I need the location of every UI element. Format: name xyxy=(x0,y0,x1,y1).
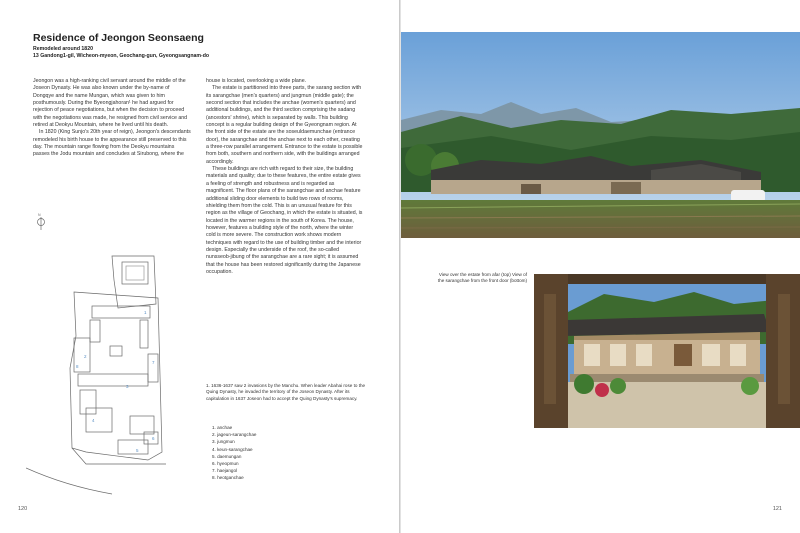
subtitle-address: 13 Gandong1-gil, Wicheon-myeon, Geochang-gun, Gyeongsangnam-do xyxy=(33,53,210,59)
footnote: 1. 1636-1637 saw 2 invasions by the Manchu. When leader Abahai rose to the Quing Dynasty, he invaded the territory of the Joseon Dynasty. After its capitulation in 1637 Joseon had to accept the Quing Dynasty's supremacy. xyxy=(206,383,366,401)
plan-legend xyxy=(212,424,256,482)
site-plan-drawing xyxy=(26,208,186,498)
plan-label: 6 xyxy=(152,436,155,441)
plan-label: 7 xyxy=(152,360,155,365)
legend-item: 8. heotganchae xyxy=(212,475,244,481)
estate-landscape-photo xyxy=(401,32,800,238)
legend-item: 1. anchae xyxy=(212,425,233,430)
plan-label: 2 xyxy=(84,354,87,359)
plan-label: 1 xyxy=(144,310,147,315)
legend-item: 7. haejangol xyxy=(212,468,238,474)
paragraph: house is located, overlooking a wide plane. xyxy=(206,78,307,84)
subtitle-date: Remodeled around 1820 xyxy=(33,46,93,52)
photo-caption: View over the estate from afar (top) View of the sarangchae from the front door (bottom) xyxy=(437,272,527,284)
left-page xyxy=(0,0,399,533)
plan-label: 5 xyxy=(136,448,139,453)
plan-label: 8 xyxy=(76,364,79,369)
paragraph: Jeongon was a high-ranking civil servant around the middle of the Joseon Dynasty. He was also known under the by-name of Dongqye and the name Mungan, which was given to him posthumously. During the Byeongjahoran¹ he had argued for rejection of peace negotiations, but when the decision to proceed with the negotiations was made, he resigned from civil service and retired at Deokyu Mountain, where he lived until his death. xyxy=(33,78,188,129)
legend-item: 3. jungmun xyxy=(212,439,235,445)
page-title: Residence of Jeongon Seonsaeng xyxy=(33,32,204,44)
subtitle xyxy=(33,46,209,60)
plan-label: 3 xyxy=(126,384,129,389)
legend-item: 6. hyeopmun xyxy=(212,461,239,467)
text-column-1 xyxy=(33,78,191,159)
legend-item: 2. jageun-sarangchae xyxy=(212,432,257,438)
north-label: N xyxy=(38,213,41,217)
paragraph: These buildings are rich with regard to their size, the building materials and quality; due to these features, the entire estate gives a feeling of strength and robustness and is regarded as magnificent. The floor plans of the sarangchae and anchae feature additional sliding door elements to build two rows of rooms, shielding them from the cold. This is an unusual feature for this region as the village of Geochang, in which the estate is situated, is located in the warmer regions in the south of Korea. The house, however, features a building style of the north, where the winter cold is more severe. The construction work shows modern techniques with regard to the use of building timber and the interior design. Especially the underside of the roof, the so-called nunsseob-jibung of the sarangchae are a rare sight; it is assumed that the house has been restored significantly during the Japanese occupation. xyxy=(206,166,363,275)
paragraph: In 1820 (King Sunjo's 20th year of reign), Jeongon's descendants remodeled his birth house to the appearance still preserved to this day. The mountain range flowing from the Deokyu mountains passes the Jodu mountain and concludes at Sirubong, where the xyxy=(33,129,191,158)
page-number: 121 xyxy=(772,506,782,512)
text-column-2 xyxy=(206,78,364,276)
sarangchae-doorway-photo xyxy=(534,274,800,428)
right-page xyxy=(401,0,800,533)
paragraph: The estate is partitioned into three parts, the sarang section with its sarangchae (men's quarters) and jungmun (middle gate); the second section that includes the anchae (women's quarters) and additional buildings, and the third section comprising the sadang (ancestors' shrine), which is separated by walls. This building concept is a regular building design of the Gyeongnam region. At the front side of the estate are the soseuldaemunchae (entrance door), the sarangchae and the anchae next to each other, creating a three-row parallel arrangement. Entrance to the estate is possible from both, southern and northern side, with the buildings arranged accordingly. xyxy=(206,85,363,165)
plan-label: 4 xyxy=(92,418,95,423)
legend-item: 5. daemungan xyxy=(212,453,242,459)
page-number: 120 xyxy=(18,506,28,512)
legend-item: 4. keun-sarangchae xyxy=(212,446,253,452)
